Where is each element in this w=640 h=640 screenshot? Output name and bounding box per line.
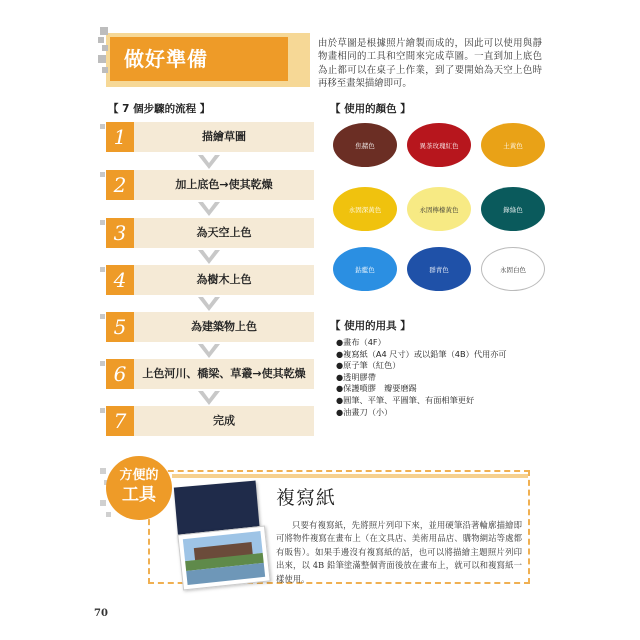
tip-badge-line2: 工具 — [122, 485, 156, 505]
tip-badge-line1: 方便的 — [119, 468, 159, 483]
intro-text: 由於草圖是根據照片繪製而成的，因此可以使用與靜物畫相同的工具和空間來完成草圖。一直到加上底色為止都可以在桌子上作業，到了要開始為天空上色時再移至畫架描繪即可。 — [318, 38, 542, 90]
tools-list — [336, 337, 507, 418]
list-item: ●原子筆（紅色） — [336, 360, 401, 371]
page-number: 70 — [94, 608, 108, 619]
step-7 — [106, 406, 314, 436]
step-number: 4 — [106, 265, 134, 295]
step-2 — [106, 170, 314, 200]
step-number: 1 — [106, 122, 134, 152]
list-item: ●油畫刀（小） — [336, 406, 393, 417]
step-label: 為樹木上色 — [196, 273, 252, 286]
colors-label: 【 使用的顏色 】 — [330, 103, 411, 115]
color-swatch-ultramarine: 群青色 — [407, 247, 471, 291]
step-number: 6 — [106, 359, 134, 389]
color-swatch-burnt-sienna: 焦赭色 — [333, 123, 397, 167]
color-swatch-viridian: 錄綠色 — [481, 187, 545, 231]
color-swatch-yellow-ochre: 土黃色 — [481, 123, 545, 167]
chevron-down-icon — [196, 198, 222, 220]
step-number: 2 — [106, 170, 134, 200]
step-5 — [106, 312, 314, 342]
color-swatch-cobalt-blue: 鈷藍色 — [333, 247, 397, 291]
steps-label: 【 7 個步驟的流程 】 — [108, 103, 211, 115]
step-number: 5 — [106, 312, 134, 342]
step-label: 描繪草圖 — [202, 130, 246, 143]
list-item: ●保護噴膠 瓣要磨踢 — [336, 383, 417, 394]
step-number: 3 — [106, 218, 134, 248]
step-6 — [106, 359, 314, 389]
color-swatch-white: 永固白色 — [481, 247, 545, 291]
reference-photo-image — [177, 526, 270, 591]
step-label: 為建築物上色 — [191, 320, 257, 333]
list-item: ●透明膠帶 — [336, 371, 376, 382]
page-title: 做好準備 — [110, 37, 288, 81]
color-swatch-deep-yellow: 永固深黃色 — [333, 187, 397, 231]
step-label: 完成 — [213, 414, 235, 427]
tip-badge — [106, 456, 172, 520]
tip-text: 只要有複寫紙，先將照片列印下來，並用硬筆沿著輪廓描繪即可將物件複寫在畫布上（在文具店、美術用品店、購物網站等處都有販售）。如果手邊沒有複寫紙的話，也可以將描繪主題照片列印出來，以 4B 鉛筆塗滿整個背面後放在畫布上，就可以和複寫紙一樣使用。 — [276, 520, 522, 584]
step-label: 為天空上色 — [196, 226, 252, 239]
color-swatch-lemon-yellow: 永固檸檬黃色 — [407, 187, 471, 231]
step-label: 上色河川、橋梁、草叢→使其乾燥 — [142, 367, 306, 380]
color-swatch-rose-red: 異茶玫瑰紅色 — [407, 123, 471, 167]
step-1 — [106, 122, 314, 152]
step-3 — [106, 218, 314, 248]
title-block — [98, 27, 310, 87]
step-4 — [106, 265, 314, 295]
tools-label: 【 使用的用具 】 — [330, 320, 411, 332]
step-label: 加上底色→使其乾燥 — [175, 178, 273, 191]
list-item: ●複寫紙（A4 尺寸）或以鉛筆（4B）代用亦可 — [336, 348, 507, 359]
step-number: 7 — [106, 406, 134, 436]
tip-title: 複寫紙 — [276, 487, 337, 509]
list-item: ●畫布（4F） — [336, 337, 386, 347]
list-item: ●圓筆、平筆、平圓筆、有面相筆更好 — [336, 394, 475, 405]
